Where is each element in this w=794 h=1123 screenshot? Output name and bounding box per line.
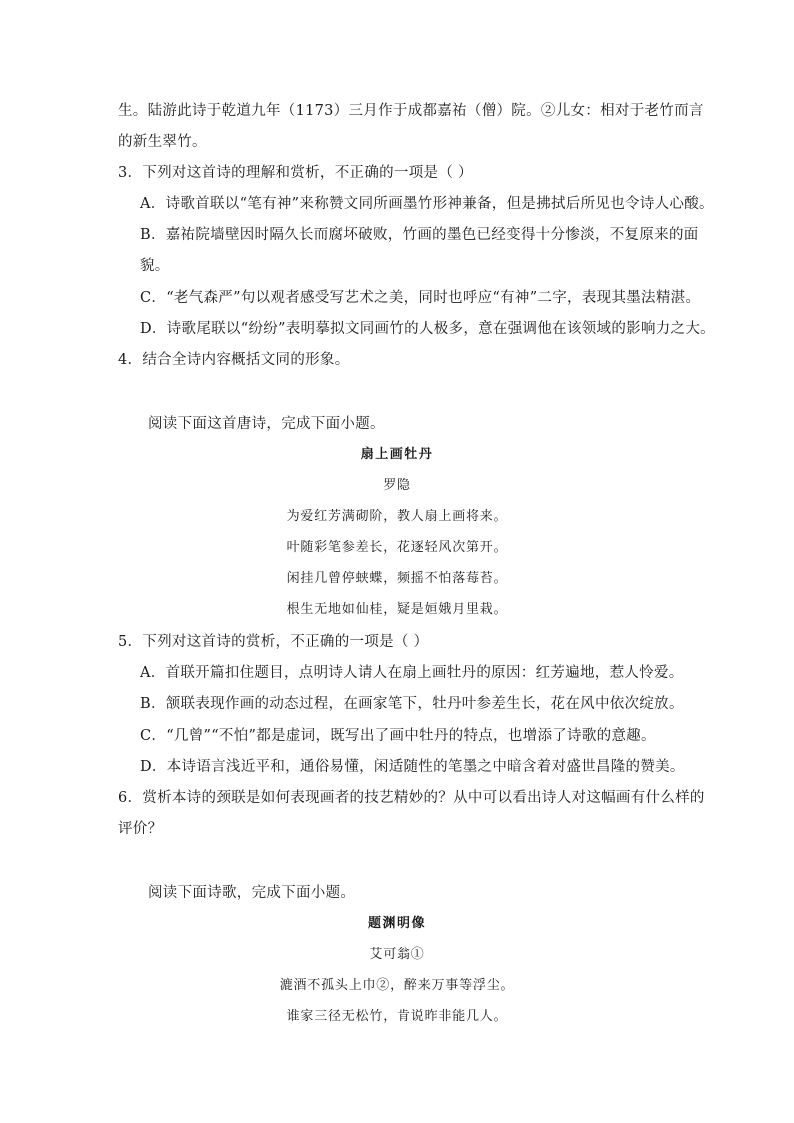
poem-2-line-4: 根生无地如仙桂，疑是姮娥月里栽。 <box>286 602 508 617</box>
poem-2-line-3: 闲挂几曾停蛱蝶，频摇不怕落莓苔。 <box>286 571 508 586</box>
question-5-option-c: C．“几曾”“不怕”都是虚词，既写出了画中牡丹的特点，也增添了诗歌的意趣。 <box>140 728 656 744</box>
poem-2-title: 扇上画牡丹 <box>360 447 434 462</box>
poem-2-author: 罗隐 <box>383 478 411 493</box>
question-5-option-b: B．颔联表现作画的动态过程，在画家笔下，牡丹叶参差生长，花在风中依次绽放。 <box>140 696 684 712</box>
question-4-stem: 4．结合全诗内容概括文同的形象。 <box>118 352 350 368</box>
poem-3-line-2: 谁家三径无松竹，肯说昨非能几人。 <box>286 1009 508 1024</box>
question-6-stem: 6．赏析本诗的颈联是如何表现画者的技艺精妙的？从中可以看出诗人对这幅画有什么样的 <box>118 790 705 806</box>
poem-3-title: 题渊明像 <box>367 916 426 931</box>
poem-2-line-1: 为爱红芳满砌阶，教人扇上画将来。 <box>286 509 508 524</box>
question-3-option-d: D．诗歌尾联以“纷纷”表明摹拟文同画竹的人极多，意在强调他在该领域的影响力之大。 <box>140 321 715 337</box>
question-5-option-a: A．首联开篇扣住题目，点明诗人请人在扇上画牡丹的原因：红芳遍地，惹人怜爱。 <box>140 665 684 681</box>
poem-3-line-1: 漉酒不孤头上巾②，醉来万事等浮尘。 <box>279 978 515 993</box>
poem-3-author: 艾可翁① <box>369 947 425 962</box>
poem-2-line-2: 叶随彩笔参差长，花逐轻风次第开。 <box>286 540 508 555</box>
section-3-instruction: 阅读下面诗歌，完成下面小题。 <box>148 885 356 901</box>
question-3-stem: 3．下列对这首诗的理解和赏析，不正确的一项是（ ） <box>118 165 473 181</box>
question-3-option-b: B．嘉祐院墙壁因时隔久长而腐坏破败，竹画的墨色已经变得十分惨淡，不复原来的面 <box>140 227 699 243</box>
question-5-stem: 5．下列对这首诗的赏析，不正确的一项是（ ） <box>118 634 429 650</box>
question-5-option-d: D．本诗语言浅近平和，通俗易懂，闲适随性的笔墨之中暗含着对盛世昌隆的赞美。 <box>140 759 685 775</box>
note-line-1: 生。陆游此诗于乾道九年（1173）三月作于成都嘉祐（僧）院。②儿女：相对于老竹而言 <box>118 103 704 119</box>
note-line-2: 的新生翠竹。 <box>118 134 207 150</box>
section-2-instruction: 阅读下面这首唐诗，完成下面小题。 <box>148 416 385 432</box>
question-6-stem-cont: 评价？ <box>118 821 163 837</box>
question-3-option-a: A．诗歌首联以“笔有神”来称赞文同所画墨竹形神兼备，但是拂拭后所见也令诗人心酸。 <box>140 196 714 212</box>
question-3-option-c: C．“老气森严”句以观者感受写艺术之美，同时也呼应“有神”二字，表现其墨法精湛。 <box>140 290 701 306</box>
question-3-option-b-cont: 貌。 <box>140 258 170 274</box>
